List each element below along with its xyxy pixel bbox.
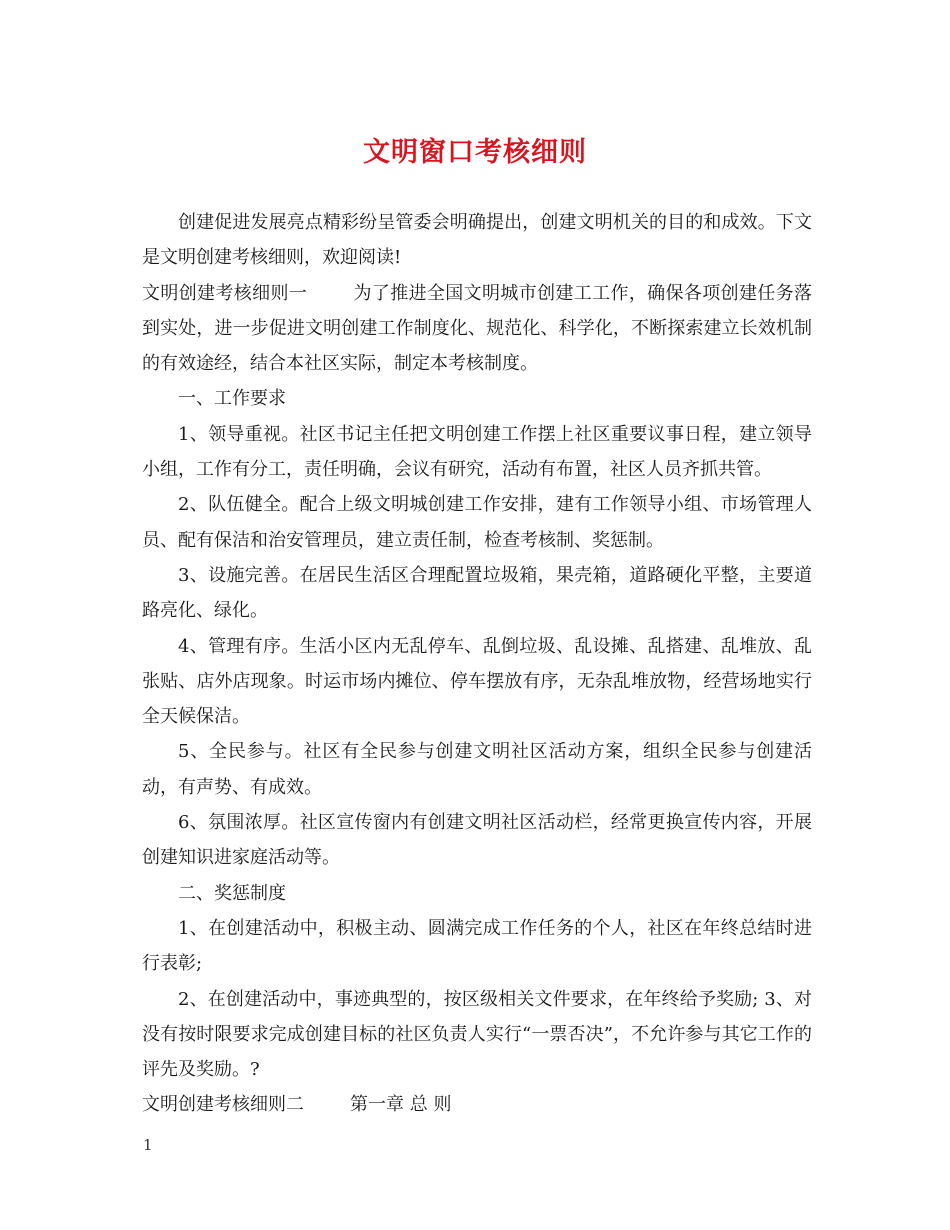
document-body (142, 205, 812, 1123)
requirement-item-5: 5、全民参与。社区有全民参与创建文明社区活动方案，组织全民参与创建活动，有声势、有成效。 (142, 741, 812, 798)
section-two-heading-line (142, 1087, 812, 1122)
page-number: 1 (143, 1136, 153, 1154)
chapter-heading: 第一章 总 则 (350, 1094, 452, 1116)
section-intro-text: 为了推进全国文明城市创建工工作，确保各项创建任务落到实处，进一步促进文明创建工作制度化、规范化、科学化，不断探索建立长效机制的有效途经，结合本社区实际，制定本考核制度。 (142, 282, 813, 375)
section-one-intro-paragraph (142, 276, 812, 382)
requirement-item-3: 3、设施完善。在居民生活区合理配置垃圾箱，果壳箱，道路硬化平整，主要道路亮化、绿化。 (142, 564, 812, 622)
requirement-item-4: 4、管理有序。生活小区内无乱停车、乱倒垃圾、乱设摊、乱搭建、乱堆放、乱张贴、店外店现象。时运市场内摊位、停车摆放有序，无杂乱堆放物，经营场地实行全天候保洁。 (142, 635, 812, 728)
requirement-item-2: 2、队伍健全。配合上级文明城创建工作安排，建有工作领导小组、市场管理人员、配有保洁和治安管理员，建立责任制，检查考核制、奖惩制。 (142, 494, 812, 551)
requirement-item-6: 6、氛围浓厚。社区宣传窗内有创建文明社区活动栏，经常更换宣传内容，开展创建知识进家庭活动等。 (142, 812, 812, 869)
reward-item-2-3: 2、在创建活动中，事迹典型的，按区级相关文件要求，在年终给予奖励; 3、对没有按时限要求完成创建目标的社区负责人实行“一票否决”，不允许参与其它工作的评先及奖励。? (142, 988, 812, 1081)
reward-item-1: 1、在创建活动中，积极主动、圆满完成工作任务的个人，社区在年终总结时进行表彰; (142, 917, 812, 975)
intro-paragraph: 创建促进发展亮点精彩纷呈管委会明确提出，创建文明机关的目的和成效。下文是文明创建考核细则，欢迎阅读! (142, 212, 812, 269)
requirement-item-1: 1、领导重视。社区书记主任把文明创建工作摆上社区重要议事日程，建立领导小组，工作有分工，责任明确，会议有研究，活动有布置，社区人员齐抓共管。 (142, 423, 812, 481)
subheading-rewards-penalties: 二、奖惩制度 (178, 882, 286, 904)
section-heading-inline: 文明创建考核细则二 (142, 1094, 304, 1116)
subheading-work-requirements: 一、工作要求 (178, 388, 286, 410)
section-heading-inline: 文明创建考核细则一 (142, 282, 308, 304)
page-title: 文明窗口考核细则 (363, 137, 587, 168)
